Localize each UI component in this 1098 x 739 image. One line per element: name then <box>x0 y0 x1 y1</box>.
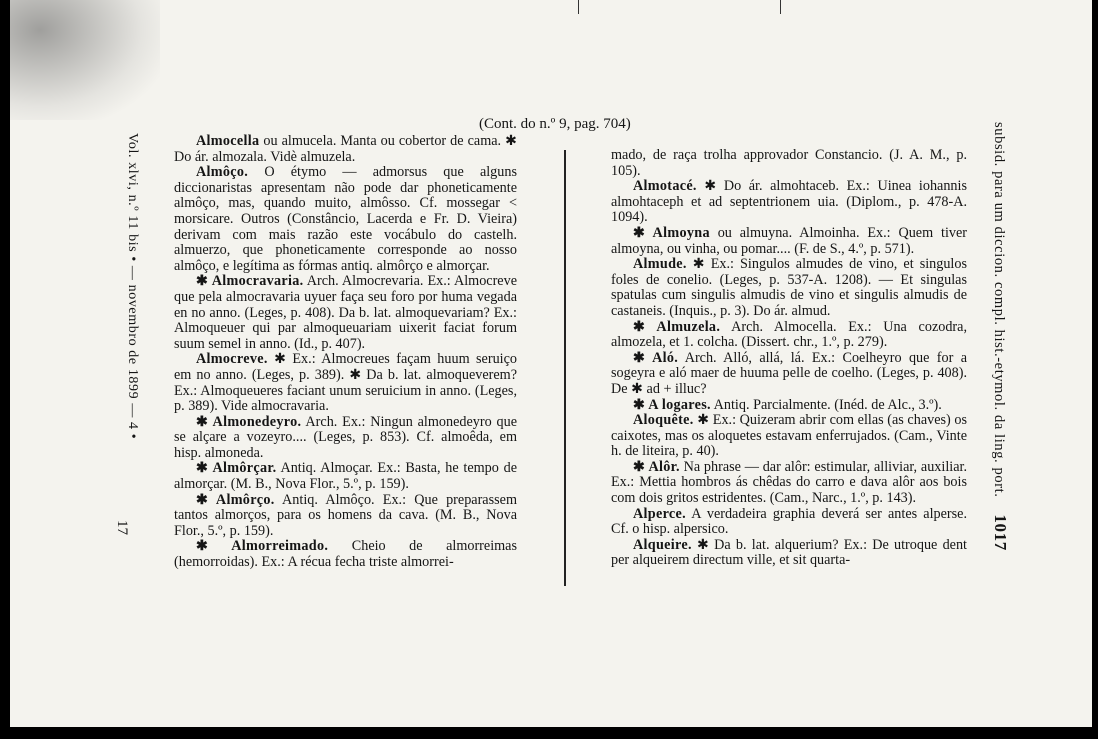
left-column <box>174 134 517 571</box>
dictionary-entry <box>174 415 517 462</box>
dictionary-entry <box>611 538 967 569</box>
entry-headword: Alperce. <box>633 505 686 522</box>
entry-text: Antiq. Almoçar. Ex.: Basta, he tempo de almorçar. (M. B., Nova Flor., 5.º, p. 159). <box>174 460 517 493</box>
entry-text: Arch. Almocrevaria. Ex.: Almocreve que pela almocravaria uyuer faça seu foro por huma vegada en no anno. (Leges, p. 408). Da b. lat. almoquevariam? Ex.: Almoqueuer qui par almoqueuariam uixerit faciat forum suum semel in anno. (Id., p. 407). <box>174 273 517 352</box>
entry-text: Arch. Alló, allá, lá. Ex.: Coelheyro que for a sogeyra e aló maer de huuma pelle de coelho. (Leges, p. 408). De ✱ ad + illuc? <box>611 349 968 397</box>
entry-text: Cheio de almorreimas (hemorroidas). Ex.: A récua fecha triste almorrei- <box>174 538 517 571</box>
continuation-header: (Cont. do n.º 9, pag. 704) <box>479 116 631 132</box>
entry-text: Antiq. Parcialmente. (Inéd. de Alc., 3.º). <box>710 396 942 413</box>
right-running-title <box>990 122 1010 551</box>
entry-text: Antiq. Almôço. Ex.: Que preparassem tantos almorços, para os homens da cava. (M. B., Nova Flor., 5.º, p. 159). <box>174 491 517 539</box>
entry-headword: ✱ Almocravaria. <box>196 273 304 290</box>
page-edge-tick <box>780 0 781 14</box>
dictionary-entry <box>611 351 967 398</box>
entry-headword: ✱ Almoyna <box>633 224 710 241</box>
dictionary-entry <box>611 226 967 257</box>
entry-headword: ✱ Aló. <box>633 349 679 366</box>
right-column <box>611 148 967 569</box>
entry-text: mado, de raça trolha approvador Constancio. (J. A. M., p. 105). <box>611 147 967 179</box>
entry-headword: Almotacé. <box>633 178 697 195</box>
dictionary-entry <box>611 148 967 179</box>
entry-text: ✱ Ex.: Almocreues façam huum seruiço em no anno. (Leges, p. 389). ✱ Da b. lat. almoqueverem? Ex.: Almoqueueres faciant unum seruicium in anno. (Leges, p. 389). Vide almocravaria. <box>174 351 517 415</box>
entry-headword: ✱ Almôrçar. <box>196 460 277 477</box>
left-running-title: Vol. xlvi, n.º 11 bis • — novembro de 1899 — 4 • <box>125 133 140 440</box>
dictionary-entry <box>611 460 967 507</box>
dictionary-entry <box>174 539 517 570</box>
entry-headword: Aloquête. <box>633 412 694 429</box>
entry-text: ✱ Ex.: Singulos almudes de vino, et singulos foles de conelio. (Leges, p. 537-A. 1208). — Et singulas spatulas cum singulis almudis de vino et singulis almudis de castaneis. (Inquis., p. 3). Do ár. almud. <box>611 256 967 319</box>
page-edge-tick <box>578 0 579 14</box>
entry-headword: Almôço. <box>196 164 249 181</box>
entry-text: Na phrase — dar alôr: estimular, alliviar, auxiliar. Ex.: Mettia hombros ás chêdas do carro e dava alôr aos bois com dois gritos estridentes. (Cam., Narc., 1.º, p. 143). <box>611 458 967 507</box>
entry-headword: Almude. <box>633 256 687 273</box>
dictionary-entry <box>174 134 517 165</box>
dictionary-entry <box>611 413 967 460</box>
dictionary-entry <box>174 165 517 274</box>
entry-headword: Almocella <box>196 133 260 149</box>
entry-text: ou almucela. Manta ou cobertor de cama. ✱ Do ár. almozala. Vidè almuzela. <box>174 133 517 165</box>
entry-text: ✱ Do ár. almohtaceb. Ex.: Uinea iohannis almohtaceph et ad septentrionem uia. (Diplom., p. 478-A. 1094). <box>611 178 967 226</box>
entry-text: Arch. Ex.: Ningun almonedeyro que se alçare a vozeyro.... (Leges, p. 853). Cf. almoêda, em hisp. almoneda. <box>174 413 518 461</box>
dictionary-entry <box>174 352 517 414</box>
dictionary-entry <box>174 461 517 492</box>
entry-headword: ✱ Almonedeyro. <box>196 413 302 430</box>
dictionary-entry <box>611 320 967 351</box>
entry-text: ✱ Ex.: Quizeram abrir com ellas (as chaves) os caixotes, mas os aloquetes estavam enferrujados. (Cam., Vinte h. de liteira, p. 40). <box>611 412 967 460</box>
entry-headword: ✱ A logares. <box>633 396 711 413</box>
right-running-title-text: subsid. para um diccion. compl. hist.-etymol. da ling. port. <box>991 122 1007 498</box>
entry-headword: ✱ Almorreimado. <box>196 538 329 555</box>
entry-headword: Alqueire. <box>633 536 692 553</box>
entry-headword: Almocreve. <box>196 351 268 368</box>
dictionary-entry <box>611 179 967 226</box>
entry-text: Arch. Almocella. Ex.: Una cozodra, almozela, et 1. colcha. (Dissert. chr., 1.º, p. 279). <box>611 318 967 351</box>
entry-headword: ✱ Alôr. <box>633 458 680 475</box>
entry-text: ou almuyna. Almoinha. Ex.: Quem tiver almoyna, ou vinha, ou pomar.... (F. de S., 4.º, p. 571). <box>611 224 967 257</box>
scan-smudge <box>10 0 160 120</box>
dictionary-entry <box>611 257 967 319</box>
entry-text: A verdadeira graphia deverá ser antes alperse. Cf. o hisp. alpersico. <box>611 505 967 538</box>
dictionary-entry <box>611 507 967 538</box>
left-page-number: 17 <box>114 520 130 535</box>
entry-text: O étymo — admorsus que alguns diccionaristas apresentam não pode dar phoneticamente almôço, mas, quando muito, almôsso. Cf. mossegar < morsicare. Outros (Constâncio, Lacerda e Fr. D. Vieira) derivam com mais razão este vocábulo do castelh. almuerzo, que phoneticamente corresponde ao nosso almôço, e legítima as fórmas antiq. almôrço e almorçar. <box>174 164 517 274</box>
column-divider <box>564 150 566 586</box>
entry-headword: ✱ Almôrço. <box>196 491 275 508</box>
dictionary-entry <box>174 493 517 540</box>
entry-text: ✱ Da b. lat. alquerium? Ex.: De utroque dent per alqueirem directum ville, et sit quarta- <box>611 536 967 569</box>
dictionary-entry <box>174 274 517 352</box>
right-page-number: 1017 <box>991 514 1010 551</box>
entry-headword: ✱ Almuzela. <box>633 318 721 335</box>
dictionary-entry <box>611 398 967 414</box>
